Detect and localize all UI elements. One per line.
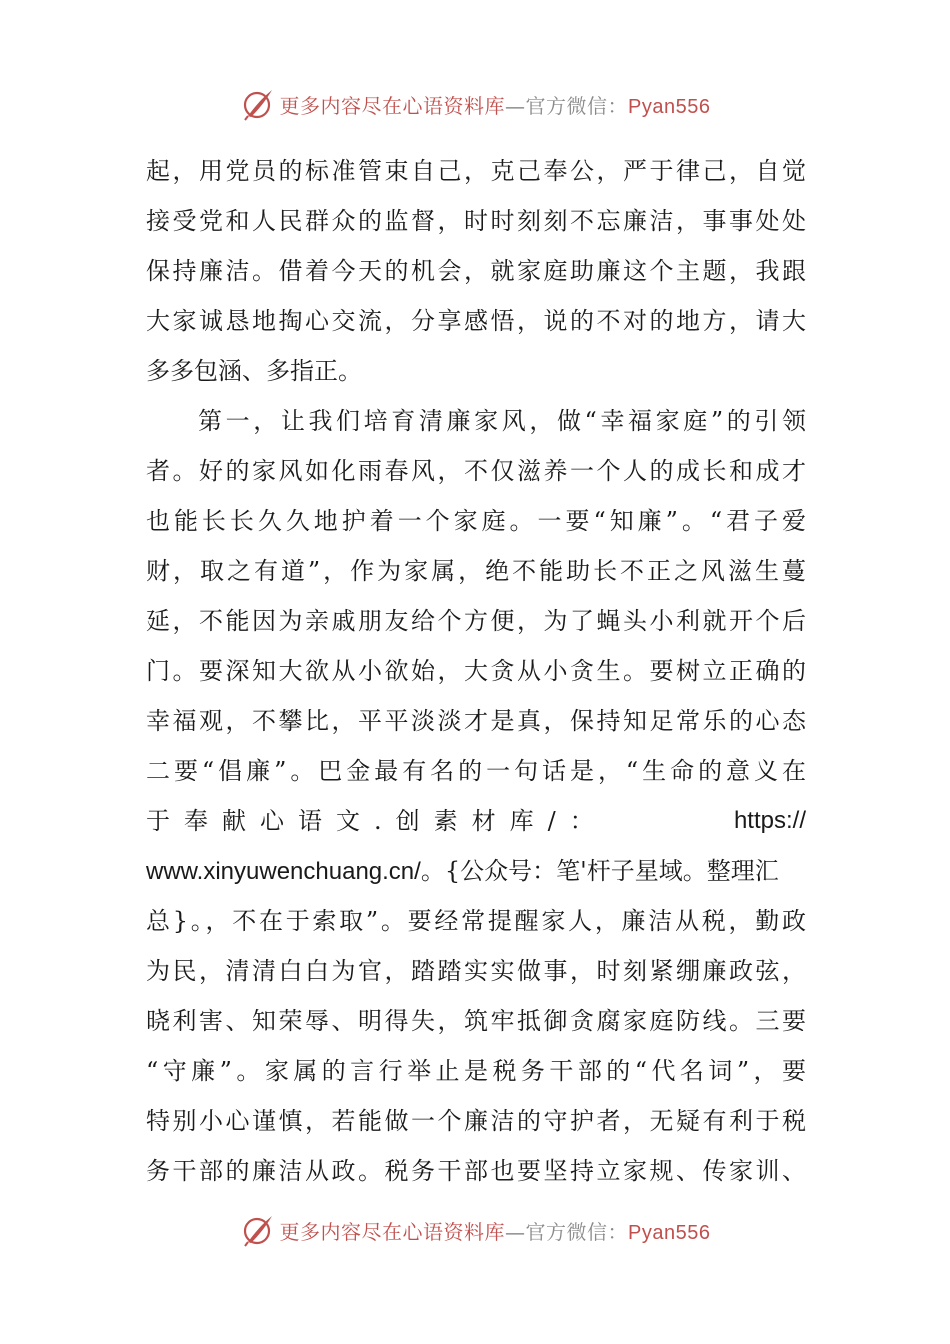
text-line: 财，取之有道”，作为家属，绝不能助长不正之风滋生蔓	[146, 557, 806, 585]
text-line: 务干部的廉洁从政。税务干部也要坚持立家规、传家训、	[146, 1157, 806, 1185]
footer-banner	[0, 1210, 950, 1250]
footer-wechat-id: Pyan556	[628, 1221, 711, 1244]
header-brand: 更多内容尽在心语资料库	[279, 93, 506, 118]
header-wechat-id: Pyan556	[628, 95, 711, 118]
quill-logo-icon	[240, 1212, 276, 1248]
text-line-spaced	[146, 796, 806, 846]
header-banner	[0, 84, 950, 124]
text-line: 二要“倡廉”。巴金最有名的一句话是，“生命的意义在	[146, 757, 806, 785]
footer-official-label: 官方微信：	[525, 1219, 629, 1244]
header-dash: —	[505, 93, 526, 118]
text-line: 晓利害、知荣辱、明得失，筑牢抵御贪腐家庭防线。三要	[146, 1007, 806, 1035]
paragraph-start-line: 第一，让我们培育清廉家风，做“幸福家庭”的引领	[198, 407, 806, 435]
header-text	[280, 90, 711, 119]
text-line: 也能长长久久地护着一个家庭。一要“知廉”。“君子爱	[146, 507, 806, 535]
text-line: “守廉”。家属的言行举止是税务干部的“代名词”，要	[146, 1057, 806, 1085]
footer-brand: 更多内容尽在心语资料库	[279, 1219, 506, 1244]
text-line: 特别小心谨慎，若能做一个廉洁的守护者，无疑有利于税	[146, 1107, 806, 1135]
footer-dash: —	[505, 1219, 526, 1244]
text-fragment: 于奉献心语文.创素材库/：	[146, 807, 608, 835]
text-line: 保持廉洁。借着今天的机会，就家庭助廉这个主题，我跟	[146, 257, 806, 285]
text-line: 起，用党员的标准管束自己，克己奉公，严于律己，自觉	[146, 157, 806, 185]
text-line: 大家诚恳地掏心交流，分享感悟，说的不对的地方，请大	[146, 307, 806, 335]
footer-text	[280, 1216, 711, 1245]
text-line: 门。要深知大欲从小欲始，大贪从小贪生。要树立正确的	[146, 657, 806, 685]
text-line: 幸福观，不攀比，平平淡淡才是真，保持知足常乐的心态	[146, 707, 806, 735]
text-line: 者。好的家风如化雨春风，不仅滋养一个人的成长和成才	[146, 457, 806, 485]
url-fragment-protocol: https://	[733, 807, 806, 834]
text-line: 延，不能因为亲戚朋友给个方便，为了蝇头小利就开个后	[146, 607, 806, 635]
header-official-label: 官方微信：	[525, 93, 629, 118]
text-line: 接受党和人民群众的监督，时时刻刻不忘廉洁，事事处处	[146, 207, 806, 235]
text-line: 多多包涵、多指正。	[146, 357, 362, 385]
text-fragment: 。{公众号：笔'杆子星域。整理汇	[420, 857, 779, 885]
text-line: 为民，清清白白为官，踏踏实实做事，时刻紧绷廉政弦，	[146, 957, 806, 985]
document-body	[146, 146, 806, 1196]
url-fragment-domain: www.xinyuwenchuang.cn/	[146, 858, 421, 885]
text-line-url	[146, 846, 806, 896]
quill-logo-icon	[240, 86, 276, 122]
text-line: 总}。，不在于索取”。要经常提醒家人，廉洁从税，勤政	[146, 907, 806, 935]
